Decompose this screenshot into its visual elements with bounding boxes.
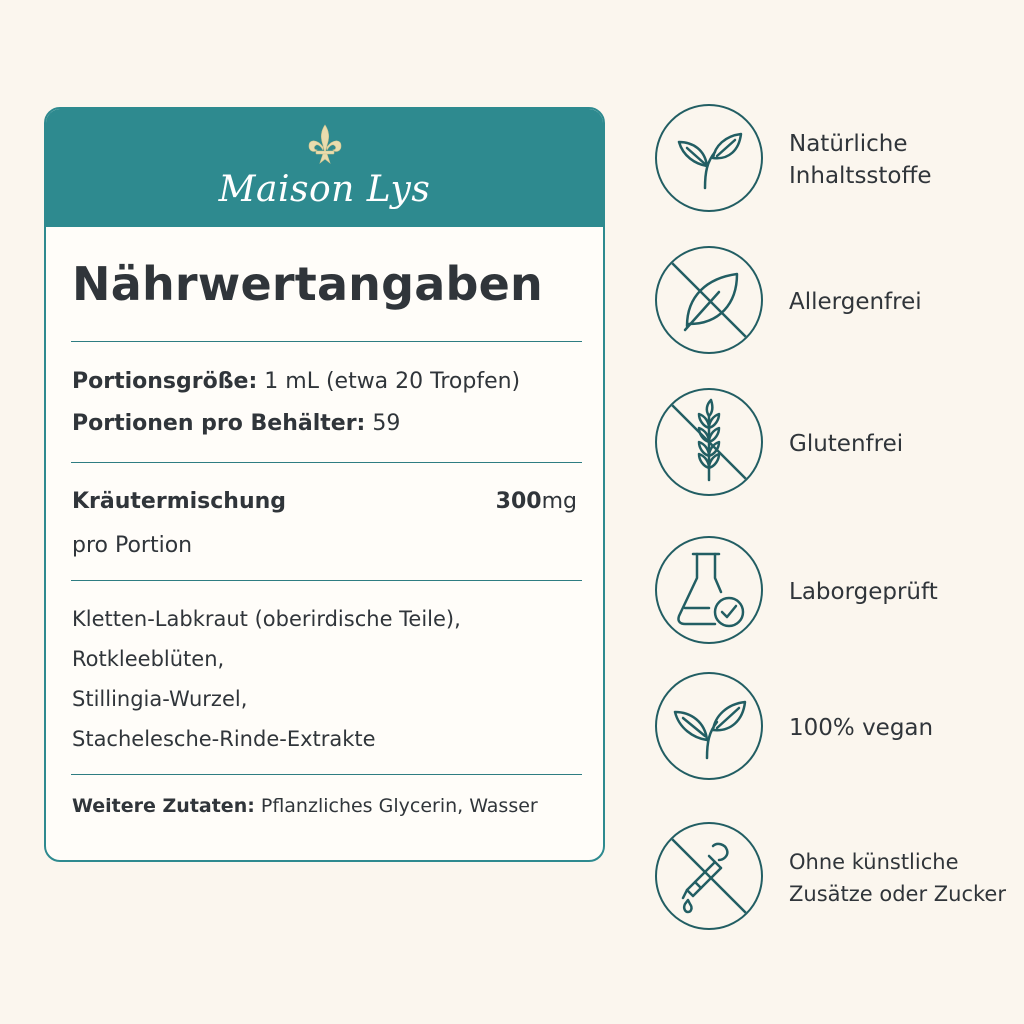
ingredient-item: Rotkleeblüten, <box>72 647 225 671</box>
herb-blend-unit: mg <box>541 489 577 514</box>
servings-value: 59 <box>365 411 401 436</box>
feature-label <box>789 712 933 744</box>
feature-label <box>789 428 903 460</box>
feature-label-line: Inhaltsstoffe <box>789 163 932 189</box>
servings-label: Portionen pro Behälter: <box>72 411 366 436</box>
feature-label <box>789 286 922 318</box>
other-ingredients <box>72 795 538 817</box>
feature-no-additives <box>655 822 1015 934</box>
brand-header <box>46 109 603 227</box>
brand-name: Maison Lys <box>218 169 431 210</box>
ingredient-list <box>72 599 461 759</box>
other-ingredients-value: Pflanzliches Glycerin, Wasser <box>254 795 538 817</box>
supplement-facts-card <box>44 107 605 862</box>
crossed-leaf-icon <box>657 248 761 352</box>
feature-label-line: Laborgeprüft <box>789 579 938 605</box>
ingredient-item: Kletten-Labkraut (oberirdische Teile), <box>72 607 461 631</box>
feature-vegan <box>655 672 1015 784</box>
feature-icon-circle <box>655 246 763 354</box>
lab-flask-check-icon <box>657 538 761 642</box>
serving-size <box>72 369 520 394</box>
feature-label-line: Zusätze oder Zucker <box>789 882 1006 906</box>
feature-gluten-free <box>655 388 1015 500</box>
feature-icon-circle <box>655 388 763 496</box>
herb-blend-label-text: Kräutermischung <box>72 489 287 514</box>
feature-label-line: 100% vegan <box>789 715 934 741</box>
feature-label-line: Glutenfrei <box>789 431 904 457</box>
feature-label-line: Natürliche <box>789 131 908 157</box>
ingredient-item: Stillingia-Wurzel, <box>72 687 248 711</box>
ingredient-item: Stachelesche-Rinde-Extrakte <box>72 727 376 751</box>
feature-natural-ingredients <box>655 104 1015 216</box>
herb-blend-amount <box>496 489 577 514</box>
herb-blend-label <box>72 489 286 514</box>
fleur-de-lis-icon <box>305 123 345 167</box>
divider <box>71 774 582 775</box>
feature-label-line: Ohne künstliche <box>789 850 959 874</box>
divider <box>71 341 582 342</box>
herb-blend-amount-value: 300 <box>495 489 542 514</box>
feature-label-line: Allergenfrei <box>789 289 922 315</box>
feature-icon-circle <box>655 822 763 930</box>
feature-icon-circle <box>655 536 763 644</box>
feature-lab-tested <box>655 536 1015 648</box>
feature-label <box>789 846 1006 910</box>
divider <box>71 462 582 463</box>
feature-label <box>789 576 938 608</box>
feature-allergen-free <box>655 246 1015 358</box>
feature-icon-circle <box>655 672 763 780</box>
serving-size-value: 1 mL (etwa 20 Tropfen) <box>257 369 521 394</box>
crossed-wheat-icon <box>657 390 761 494</box>
panel-title: Nährwertangaben <box>72 257 543 311</box>
feature-label <box>789 128 932 192</box>
divider <box>71 580 582 581</box>
crossed-dropper-icon <box>657 824 761 928</box>
feature-icon-circle <box>655 104 763 212</box>
servings-per-container <box>72 411 400 436</box>
serving-size-label: Portionsgröße: <box>72 369 258 394</box>
other-ingredients-label: Weitere Zutaten: <box>72 795 255 817</box>
leaves-icon <box>657 106 761 210</box>
vegan-leaves-icon <box>657 674 761 778</box>
per-serving: pro Portion <box>72 533 193 558</box>
